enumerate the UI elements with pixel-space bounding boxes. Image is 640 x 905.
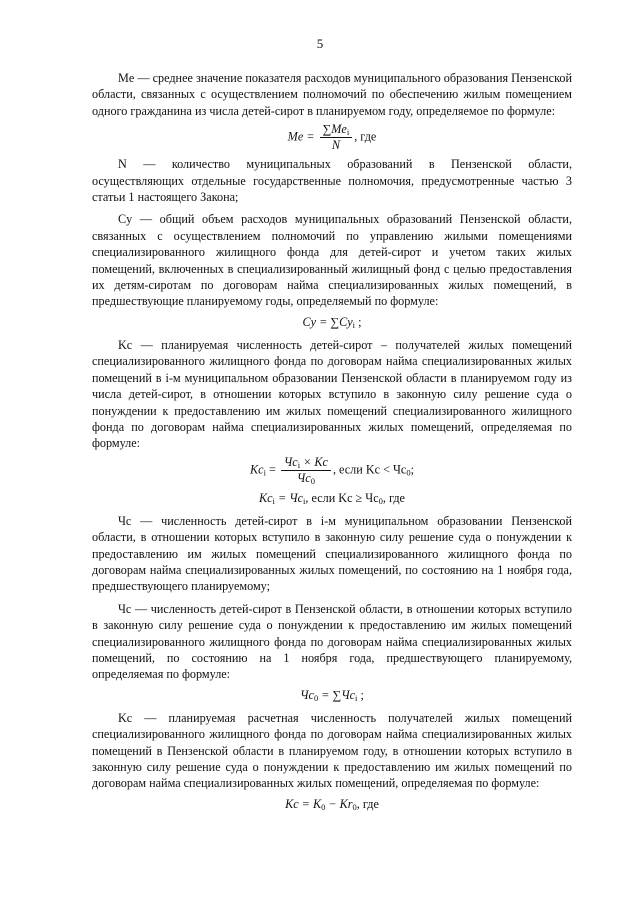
- formula-kc: $Kc = K_0 - Kr_0$, где: [285, 796, 379, 812]
- paragraph-kc-i-definition: Kc — планируемая численность детей-сирот – получателей жилых помещений специализированного жилищного фонда по договорам найма специализированных жилых помещений в i-м муниципальном образовании Пензенской области в планируемом году из числа детей-сирот, в отношении которых вступило в законную силу решение суда о понуждении к предоставлению им жилых помещений специализированного жилищного фонда по договорам найма специализированных жилых помещений, определяемая по формуле:: [92, 337, 572, 451]
- document-body: [92, 70, 572, 816]
- paragraph-me-definition: Me — среднее значение показателя расходов муниципального образования Пензенской области, связанных с осуществлением полномочий по обеспечению жилым помещением одного гражданина из числа детей-сирот в планируемом году, определяемое по формуле:: [92, 71, 572, 118]
- paragraph-n-definition: N — количество муниципальных образований в Пензенской области, осуществляющих отдельные государственные полномочия, предусмотренные частью 3 статьи 1 настоящего Закона;: [92, 157, 572, 205]
- paragraph-kc-definition: Kc — планируемая расчетная численность получателей жилых помещений специализированного жилищного фонда по договорам найма специализированных жилых помещений в Пензенской области в планируемом году, в отношении которых вступило в законную силу решение суда о понуждении к предоставлению им жилых помещений по договорам найма специализированных жилых помещений, определяемая по формуле:: [92, 710, 572, 791]
- formula-me: Me = $\frac{\sum Me_i}{N}$ , где: [287, 122, 377, 153]
- paragraph-cy-definition: Cy — общий объем расходов муниципальных образований Пензенской области, связанных с осуществлением полномочий по управлению жилыми помещениями специализированного жилищного фонда для детей-сирот и учетом таких жилых помещений, включенных в специализированный жилищный фонд с целью предоставления их детям-сиротам по договорам найма специализированных жилых помещений, в предшествующие планируемому годы, определяемый по формуле:: [92, 212, 572, 309]
- formula-chc-0: $Чc_0 = \sum Чc_i$ ;: [300, 687, 364, 703]
- fraction: $\frac{Чc_i \times Kc}{Чc_0}$: [281, 455, 331, 486]
- paragraph-chc-i-definition: Чc — численность детей-сирот в i-м муниципальном образовании Пензенской области, в отношении которых вступило в законную силу решение суда о понуждении к предоставлению им жилых помещений специализированного жилищного фонда по договорам найма специализированных жилых помещений, по состоянию на 1 ноября года, предшествующего планируемому;: [92, 513, 572, 594]
- page-number: 5: [316, 36, 324, 51]
- formula-kc-i-equals: $Kc_i = Чc_i$, если $Kc \ge Чc_0$, где: [259, 490, 405, 506]
- fraction: $\frac{\sum Me_i}{N}$: [320, 122, 353, 153]
- formula-kc-i-ratio: $Kc_i$ = $\frac{Чc_i \times Kc}{Чc_0}$ , если $Kc < Чc_0$;: [250, 454, 414, 486]
- formula-cy: $Cy = \sum Cy_i$ ;: [302, 314, 362, 330]
- paragraph-chc-0-definition: Чc — численность детей-сирот в Пензенской области, в отношении которых вступило в законную силу решение суда о понуждении к предоставлению им жилых помещений специализированного жилищного фонда по договорам найма специализированных жилых помещений, по состоянию на 1 ноября года, предшествующего планируемому, определяемая по формуле:: [92, 601, 572, 682]
